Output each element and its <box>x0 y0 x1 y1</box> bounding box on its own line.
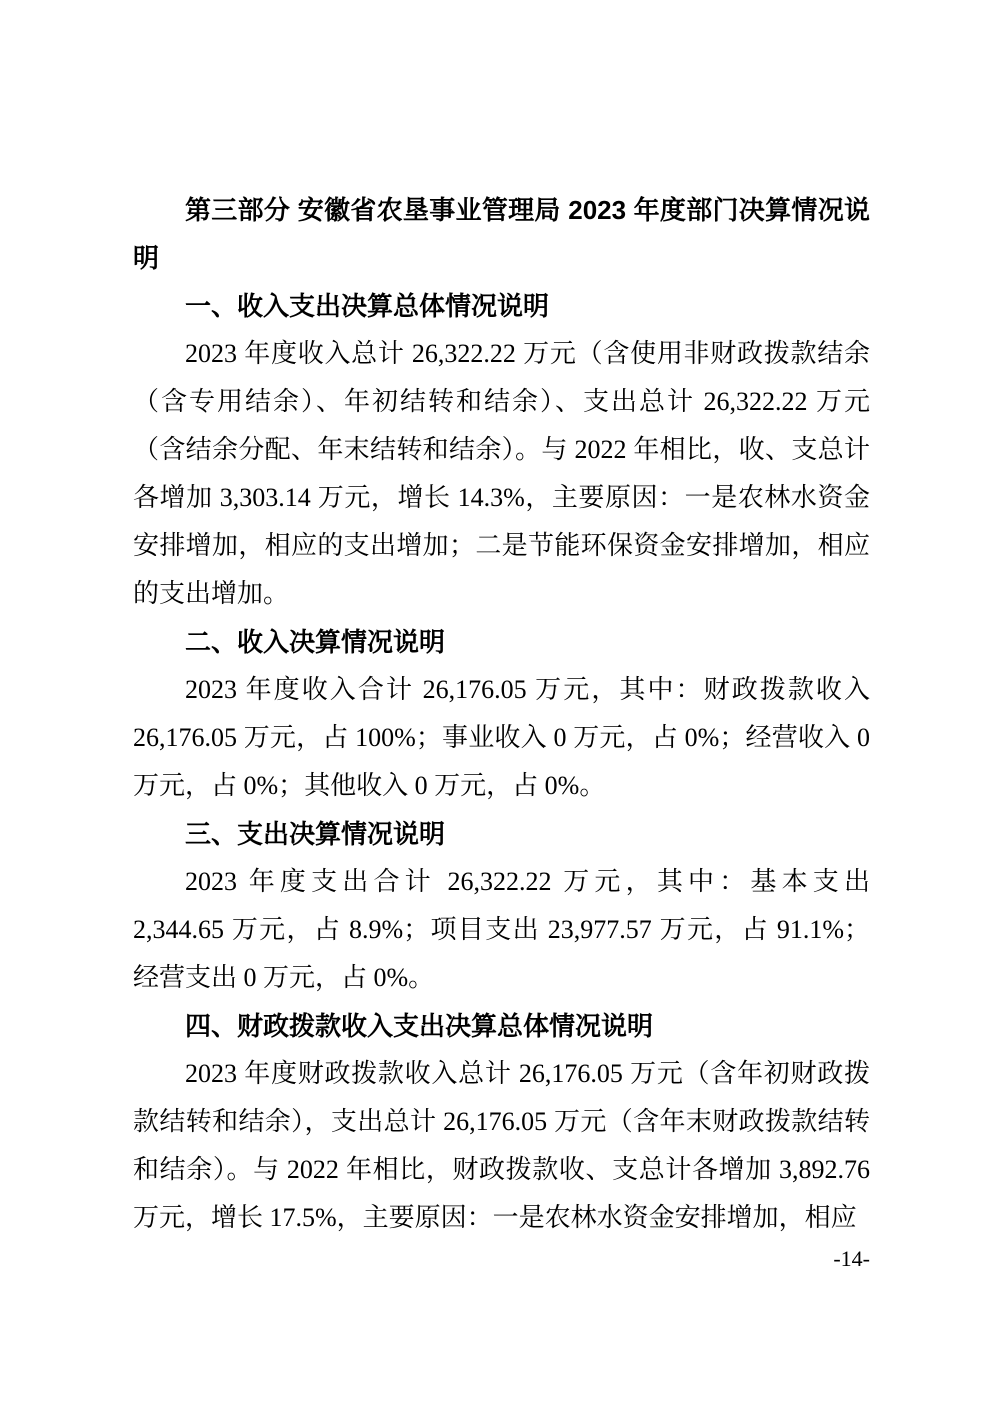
section-paragraph-income-expenditure-overview: 2023 年度收入总计 26,322.22 万元（含使用非财政拨款结余（含专用结余）、年初结转和结余）、支出总计 26,322.22 万元（含结余分配、年末结转和结余）。与 2022 年相比，收、支总计各增加 3,303.14 万元，增长 14.3%，主要原因：一是农林水资金安排增加，相应的支出增加；二是节能环保资金安排增加，相应的支出增加。 <box>133 339 870 608</box>
section-heading-fiscal-appropriation-overview: 四、财政拨款收入支出决算总体情况说明 <box>185 1011 654 1041</box>
section-heading-income-expenditure-overview: 一、收入支出决算总体情况说明 <box>185 291 550 321</box>
document-title: 第三部分 安徽省农垦事业管理局 2023 年度部门决算情况说明 <box>133 195 870 273</box>
section-heading-income-details: 二、收入决算情况说明 <box>185 627 446 657</box>
section-paragraph-income-details: 2023 年度收入合计 26,176.05 万元，其中：财政拨款收入 26,176.05 万元，占 100%；事业收入 0 万元，占 0%；经营收入 0 万元，占 0%；其他收入 0 万元，占 0%。 <box>133 675 870 800</box>
page-number: -14- <box>833 1246 870 1271</box>
document-content <box>133 186 870 1242</box>
section-paragraph-expenditure-details: 2023 年度支出合计 26,322.22 万元，其中：基本支出 2,344.65 万元，占 8.9%；项目支出 23,977.57 万元，占 91.1%；经营支出 0 万元，占 0%。 <box>133 867 870 992</box>
section-paragraph-fiscal-appropriation-overview: 2023 年度财政拨款收入总计 26,176.05 万元（含年初财政拨款结转和结余），支出总计 26,176.05 万元（含年末财政拨款结转和结余）。与 2022 年相比，财政拨款收、支总计各增加 3,892.76 万元，增长 17.5%，主要原因：一是农林水资金安排增加，相应 <box>133 1059 870 1232</box>
section-heading-expenditure-details: 三、支出决算情况说明 <box>185 819 446 849</box>
